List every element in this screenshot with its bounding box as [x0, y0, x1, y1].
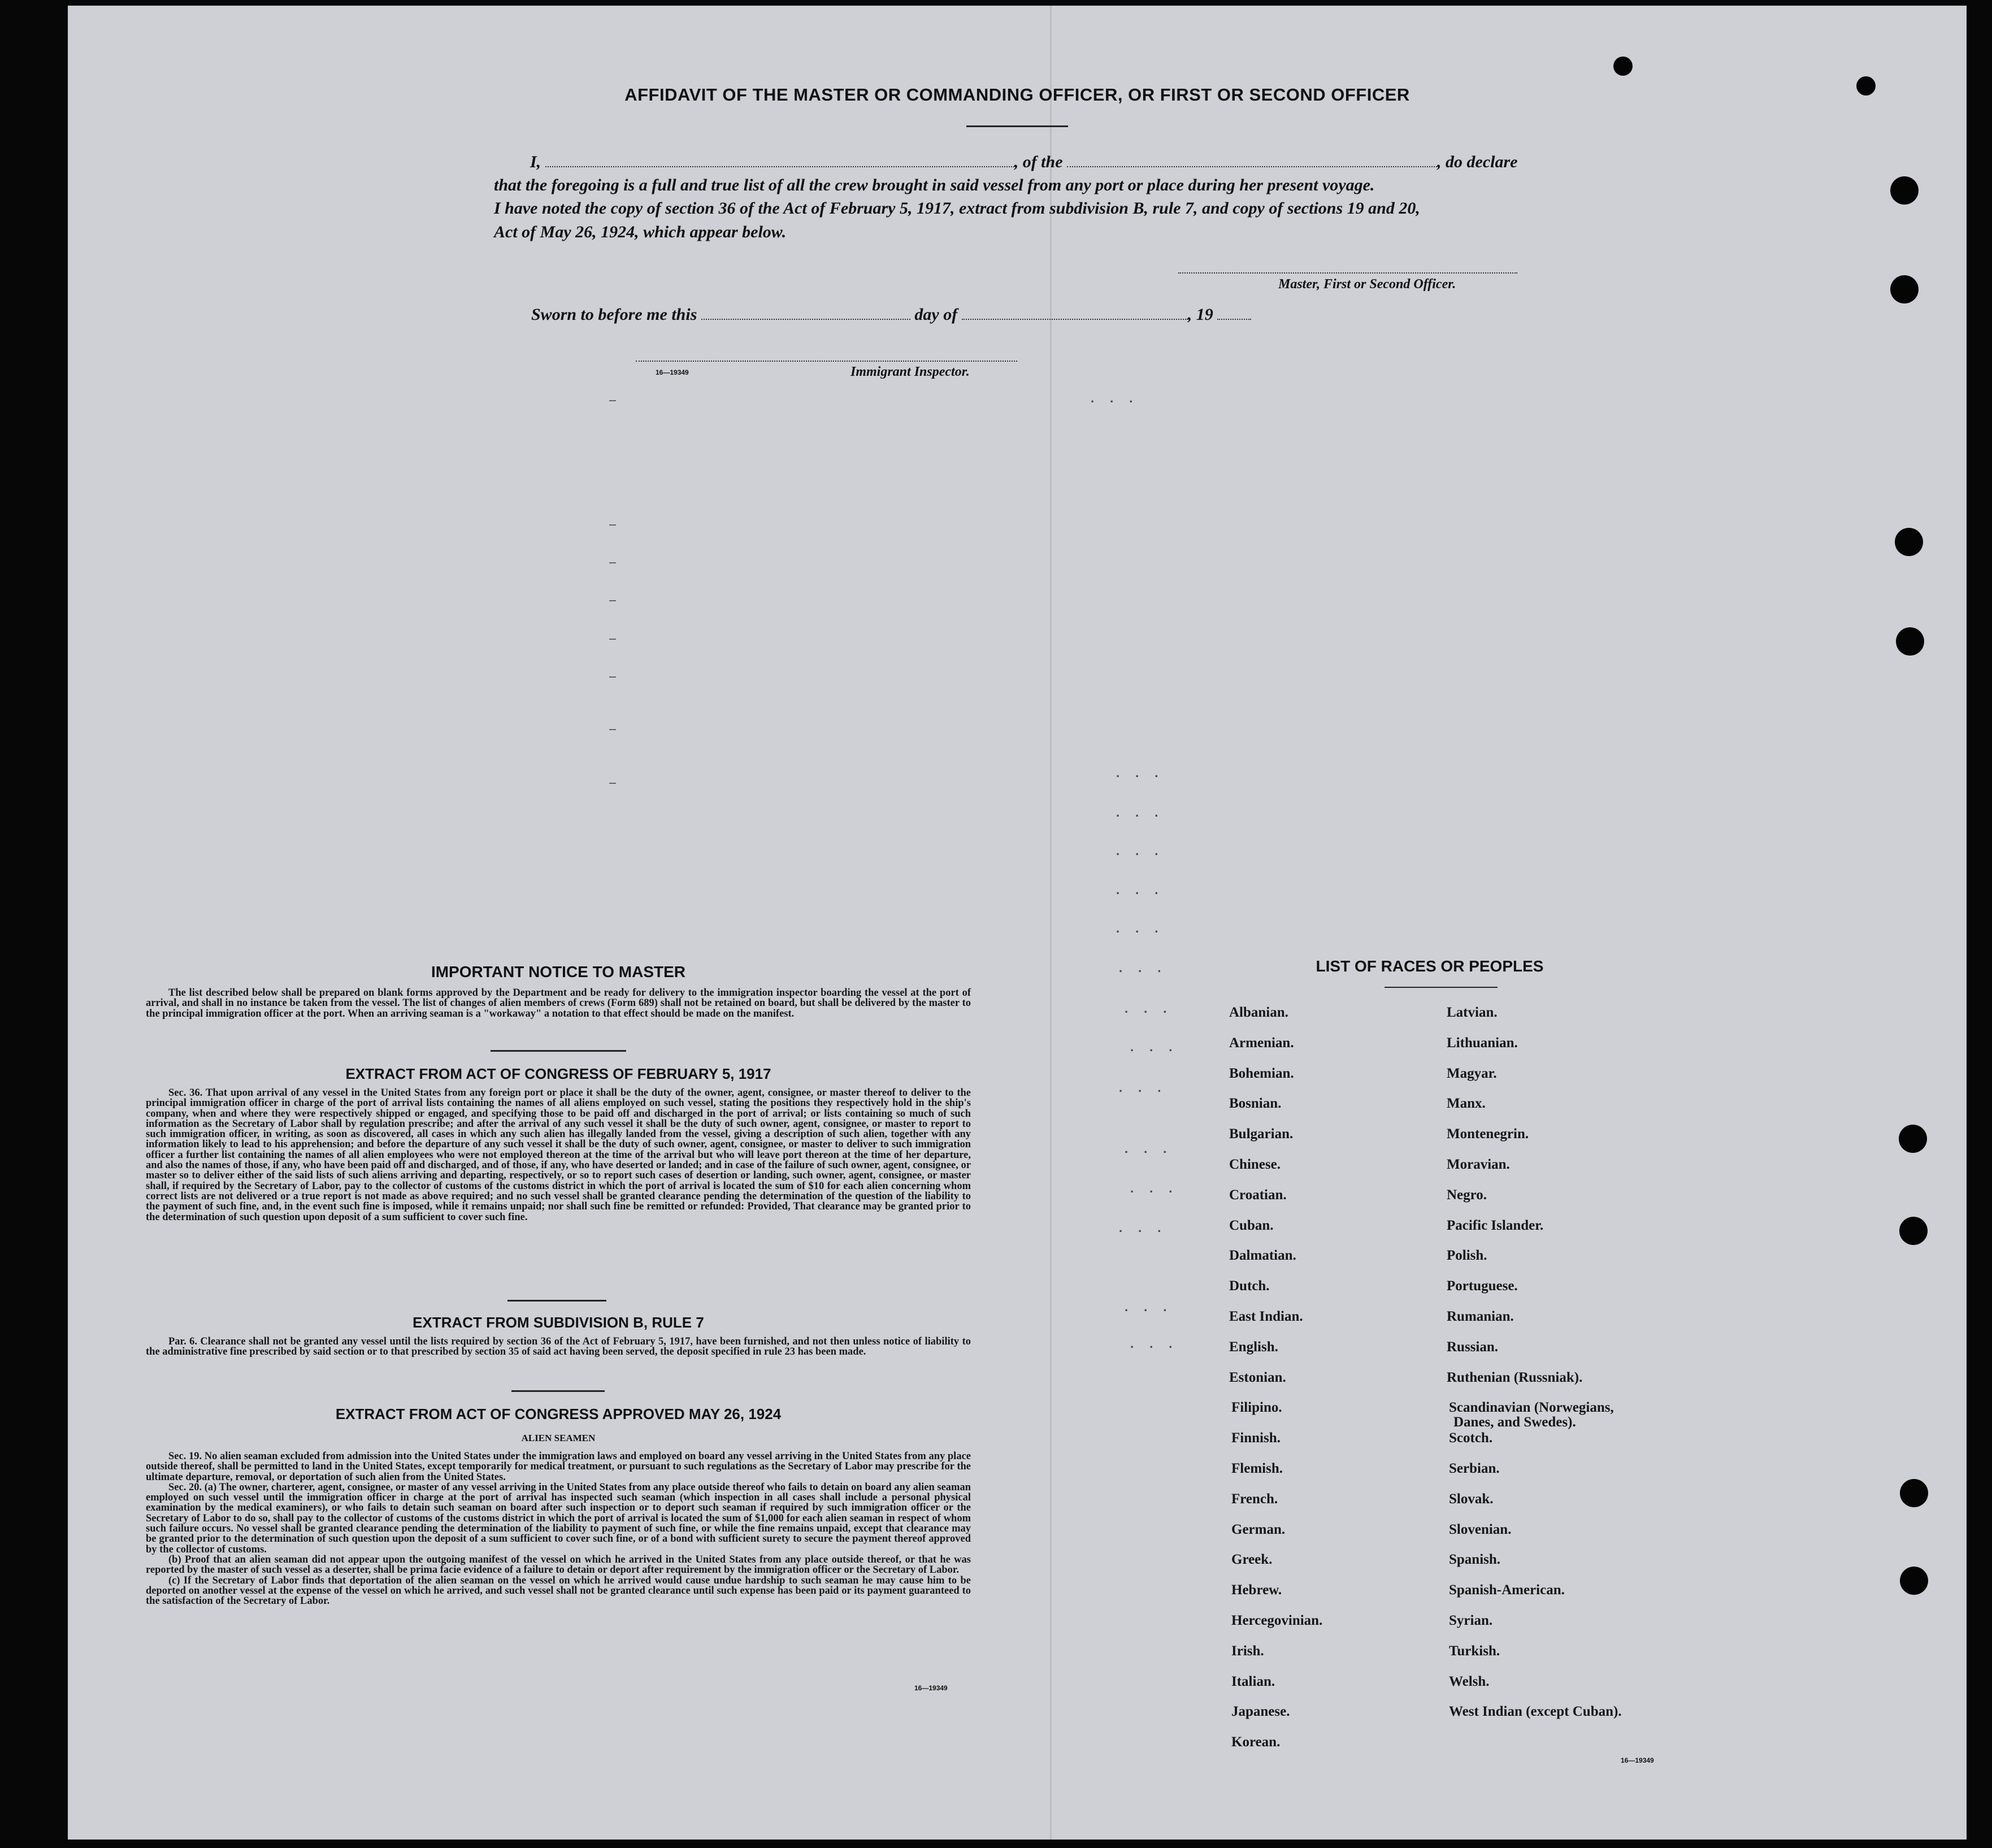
- tick-mark: ...: [1130, 1040, 1188, 1054]
- faint-mark: [609, 600, 616, 601]
- race-item: Polish.: [1447, 1248, 1487, 1263]
- alien-seamen-subheading: ALIEN SEAMEN: [521, 1433, 596, 1443]
- race-item: Pacific Islander.: [1447, 1218, 1544, 1233]
- punch-hole: [1895, 528, 1923, 556]
- section-rule: [491, 1050, 626, 1052]
- notice-paragraph: The list described below shall be prepared on blank forms approved by the Department and be ready for delivery to the immigration inspector boarding the vessel at the port of arrival, and shall in no instance be taken from the vessel. The list of changes of alien members of crews (Form 689) shall not be retained on board, but shall be delivered by the master to the principal immigration officer at the port. When an arriving seaman is a "workaway" a notation to that effect should be made on the manifest.: [146, 987, 971, 1020]
- race-item: Turkish.: [1449, 1643, 1500, 1659]
- name-blank[interactable]: [545, 166, 1014, 167]
- race-item: Irish.: [1231, 1643, 1264, 1659]
- race-item: Slovenian.: [1449, 1522, 1512, 1537]
- races-rule: [1385, 987, 1498, 988]
- notice-heading: IMPORTANT NOTICE TO MASTER: [431, 963, 686, 981]
- punch-hole: [1896, 627, 1924, 656]
- race-item: French.: [1231, 1491, 1278, 1507]
- sworn-line: [531, 305, 1251, 324]
- master-signature-line[interactable]: [1178, 272, 1517, 274]
- race-item: Rumanian.: [1447, 1309, 1514, 1324]
- race-item: Japanese.: [1231, 1704, 1290, 1719]
- race-item: Portuguese.: [1447, 1278, 1518, 1294]
- race-item: Spanish.: [1449, 1552, 1501, 1567]
- race-item: Bohemian.: [1229, 1066, 1294, 1081]
- sworn-month-blank[interactable]: [962, 318, 1188, 320]
- sec-19-paragraph: Sec. 19. No alien seaman excluded from admission into the United States under the immigration laws and employed on board any vessel arriving in the United States from any place outside thereof, shall be permitted to land in the United States, except temporarily for medical treatment, or pursuant to such regulations as the Secretary of Labor may prescribe for the ultimate departure, removal, or deportation of such alien from the United States.: [146, 1451, 971, 1483]
- race-item: Spanish-American.: [1449, 1582, 1565, 1598]
- inspector-signature-line[interactable]: [636, 361, 1017, 362]
- tick-mark: ...: [1116, 844, 1174, 858]
- race-item: Dalmatian.: [1229, 1248, 1296, 1263]
- extract-1917-text: [146, 1088, 971, 1222]
- section-rule: [511, 1390, 605, 1392]
- sworn-day-blank[interactable]: [701, 318, 910, 320]
- punch-hole: [1890, 275, 1919, 303]
- sworn-year: , 19: [1187, 305, 1213, 324]
- race-item: Cuban.: [1229, 1218, 1274, 1233]
- race-item: Slovak.: [1449, 1491, 1494, 1507]
- punch-hole: [1890, 176, 1919, 205]
- race-item: Moravian.: [1447, 1157, 1510, 1172]
- faint-mark: [609, 783, 616, 784]
- vessel-blank[interactable]: [1067, 166, 1437, 167]
- race-item: Flemish.: [1231, 1461, 1283, 1476]
- race-item: Estonian.: [1229, 1370, 1286, 1385]
- extract-1924-heading: EXTRACT FROM ACT OF CONGRESS APPROVED MAY 26, 1924: [335, 1405, 782, 1422]
- form-number: 16—19349: [1621, 1756, 1654, 1764]
- race-item: Bulgarian.: [1229, 1126, 1294, 1142]
- inspector-label: Immigrant Inspector.: [850, 365, 970, 379]
- punch-hole: [1899, 1125, 1927, 1153]
- subdivision-b-text: [146, 1337, 971, 1357]
- affidavit-line-3: I have noted the copy of section 36 of the Act of February 5, 1917, extract from subdivision B, rule 7, and copy of sections 19 and 20,: [494, 199, 1420, 218]
- race-item: Danes, and Swedes).: [1453, 1415, 1576, 1430]
- tick-mark: ...: [1125, 1300, 1183, 1314]
- race-item: Chinese.: [1229, 1157, 1281, 1172]
- faint-mark: [609, 729, 616, 730]
- race-item: Manx.: [1447, 1096, 1486, 1111]
- punch-hole: [1900, 1567, 1928, 1595]
- tick-mark: ...: [1116, 883, 1174, 897]
- race-item: Italian.: [1231, 1674, 1275, 1689]
- race-item: Lithuanian.: [1447, 1035, 1518, 1051]
- race-item: Albanian.: [1229, 1005, 1288, 1020]
- extract-1917-heading: EXTRACT FROM ACT OF CONGRESS OF FEBRUARY 5, 1917: [345, 1065, 771, 1082]
- par-6-paragraph: Par. 6. Clearance shall not be granted any vessel until the lists required by section 36 of the Act of February 5, 1917, have been furnished, and not then unless notice of liability to the administrative fine prescribed by said section or to that prescribed by section 35 of said act having been served, the deposit specified in rule 23 has been made.: [146, 1336, 971, 1358]
- race-item: Latvian.: [1447, 1005, 1498, 1020]
- notice-text: [146, 988, 971, 1019]
- race-item: Hebrew.: [1231, 1582, 1282, 1598]
- faint-mark: [609, 524, 616, 526]
- tick-mark: ...: [1116, 921, 1174, 935]
- race-item: Greek.: [1231, 1552, 1273, 1567]
- race-item: English.: [1229, 1339, 1278, 1355]
- race-item: East Indian.: [1229, 1309, 1303, 1324]
- affidavit-title: AFFIDAVIT OF THE MASTER OR COMMANDING OFFICER, OR FIRST OR SECOND OFFICER: [624, 85, 1410, 105]
- tick-mark: ...: [1130, 1337, 1188, 1351]
- race-item: Syrian.: [1449, 1613, 1493, 1628]
- form-number: 16—19349: [914, 1684, 948, 1692]
- extract-1924-text: [146, 1451, 971, 1606]
- race-item: Serbian.: [1449, 1461, 1500, 1476]
- sec-20c-paragraph: (c) If the Secretary of Labor finds that deportation of the alien seaman on the vessel on which he arrived would cause undue hardship to such seaman he may cause him to be deported on another vessel at the expense of the vessel on which he arrived, and such vessel shall not be granted clearance until such expense has been paid or its payment guaranteed to the satisfaction of the Secretary of Labor.: [146, 1574, 971, 1607]
- tick-mark: ...: [1125, 1001, 1183, 1016]
- sec-20b-paragraph: (b) Proof that an alien seaman did not appear upon the outgoing manifest of the vessel on which he arrived in the United States from any place outside thereof, or that he was reported by the master of such vessel as a deserter, shall be prima facie evidence of a failure to detain or deport after requirement by the immigration officer or the Secretary of Labor.: [146, 1554, 971, 1576]
- race-item: Bosnian.: [1229, 1096, 1282, 1111]
- tick-mark: ...: [1119, 1221, 1177, 1235]
- race-item: Korean.: [1231, 1734, 1281, 1750]
- tick-mark: ...: [1116, 766, 1174, 780]
- race-item: Scandinavian (Norwegians,: [1449, 1400, 1614, 1415]
- tick-mark: ...: [1130, 1181, 1188, 1195]
- race-item: West Indian (except Cuban).: [1449, 1704, 1622, 1719]
- form-number: 16—19349: [656, 368, 689, 376]
- signature-label: Master, First or Second Officer.: [1278, 277, 1456, 292]
- sworn-day-of: day of: [914, 305, 958, 324]
- race-item: Welsh.: [1449, 1674, 1490, 1689]
- race-item: Ruthenian (Russniak).: [1447, 1370, 1583, 1385]
- race-item: Armenian.: [1229, 1035, 1294, 1051]
- tick-mark: ...: [1125, 1142, 1183, 1156]
- sec-36-paragraph: Sec. 36. That upon arrival of any vessel in the United States from any foreign port or place it shall be the duty of the owner, agent, consignee, or master thereof to deliver to the principal immigration officer in charge of the port of arrival lists containing the names of all aliens employed on such vessel, stating the positions they respectively hold in the ship's company, when and where they were respectively shipped or engaged, and specifying those to be paid off and discharged in the port of arrival; or lists containing so much of such information as the Secretary of Labor shall by regulation prescribe; and after the arrival of any such vessel it shall be the duty of such owner, agent, consignee, or master to report to such immigration officer, in writing, as soon as discovered, all cases in which any such alien has illegally landed from the vessel, giving a description of such alien, together with any information likely to lead to his apprehension; and before the departure of any such vessel it shall be the duty of such owner, agent, consignee, or master to deliver to such immigration officer a further list containing the names of all alien employees who were not employed thereon at the time of the arrival but who will leave port thereon at the time of her departure, and also the names of those, if any, who have been paid off and discharged, and of those, if any, who have deserted or landed; and in case of the failure of such owner, agent, consignee, or master so to deliver either of the said lists of such aliens arriving and departing, respectively, or so to report such cases of desertion or landing, such owner, agent, consignee, or master shall, if required by the Secretary of Labor, pay to the collector of customs of the customs district in which the port of arrival is located the sum of $10 for each alien concerning whom correct lists are not delivered or a true report is not made as above required; and no such vessel shall be granted clearance pending the determination of the question of the liability to the payment of such fine, and, in the event such fine is imposed, while it remains unpaid; nor shall such fine be remitted or refunded: Provided, That clearance may be granted prior to the determination of such question upon deposit of a sum sufficient to cover such fine.: [146, 1087, 971, 1223]
- race-item: Filipino.: [1231, 1400, 1282, 1415]
- affidavit-line-2: that the foregoing is a full and true list of all the crew brought in said vessel from any port or place during her present voyage.: [494, 176, 1375, 194]
- affidavit-of-the: , of the: [1014, 153, 1063, 171]
- faint-mark: [609, 639, 616, 640]
- punch-hole: [1856, 76, 1876, 96]
- sworn-year-blank[interactable]: [1217, 318, 1251, 320]
- faint-mark: [609, 562, 616, 563]
- punch-hole: [1899, 1217, 1928, 1245]
- race-item: Magyar.: [1447, 1066, 1497, 1081]
- affidavit-i: I,: [530, 153, 541, 171]
- race-item: Montenegrin.: [1447, 1126, 1529, 1142]
- tick-mark: ...: [1116, 805, 1174, 819]
- race-item: Russian.: [1447, 1339, 1499, 1355]
- race-item: German.: [1231, 1522, 1286, 1537]
- punch-hole: [1900, 1479, 1928, 1507]
- races-heading: LIST OF RACES OR PEOPLES: [1316, 957, 1544, 975]
- race-item: Finnish.: [1231, 1430, 1281, 1446]
- race-item: Croatian.: [1229, 1187, 1287, 1203]
- race-item: Dutch.: [1229, 1278, 1270, 1294]
- sworn-prefix: Sworn to before me this: [531, 305, 697, 324]
- tick-mark: ...: [1119, 961, 1177, 975]
- faint-mark: [609, 676, 616, 678]
- subdivision-b-heading: EXTRACT FROM SUBDIVISION B, RULE 7: [413, 1314, 704, 1331]
- race-item: Hercegovinian.: [1231, 1613, 1323, 1628]
- tick-mark: ...: [1119, 1081, 1177, 1095]
- section-rule: [507, 1300, 606, 1302]
- faint-mark: [609, 400, 616, 401]
- sec-20a-paragraph: Sec. 20. (a) The owner, charterer, agent, consignee, or master of any vessel arriving in the United States from any place outside thereof who fails to detain on board any alien seaman employed on such vessel until the immigration officer in charge at the port of arrival has inspected such seaman (which inspection in all cases shall include a personal physical examination by the medical examiners), or who fails to detain such seaman on board after such inspection or to deport such seaman if required by such immigration officer or the Secretary of Labor to do so, shall pay to the collector of customs of the customs district in which the port of arrival is located the sum of $1,000 for each alien seaman in respect of whom such failure occurs. No vessel shall be granted clearance pending the determination of the liability to payment of such fine, or while the fine remains unpaid, except that clearance may be granted prior to the determination of such question upon the deposit of a sum sufficient to cover such fine, or of a bond with sufficient surety to secure the payment thereof approved by the collector of customs.: [146, 1481, 971, 1555]
- affidavit-line-1: [530, 153, 1517, 172]
- tick-mark: ...: [1091, 391, 1149, 405]
- punch-hole: [1613, 57, 1633, 76]
- page-fold: [1050, 6, 1052, 1840]
- race-item: Negro.: [1447, 1187, 1487, 1203]
- affidavit-declare: , do declare: [1437, 153, 1518, 171]
- race-item: Scotch.: [1449, 1430, 1493, 1446]
- affidavit-line-4: Act of May 26, 1924, which appear below.: [494, 223, 787, 241]
- title-rule: [966, 125, 1068, 127]
